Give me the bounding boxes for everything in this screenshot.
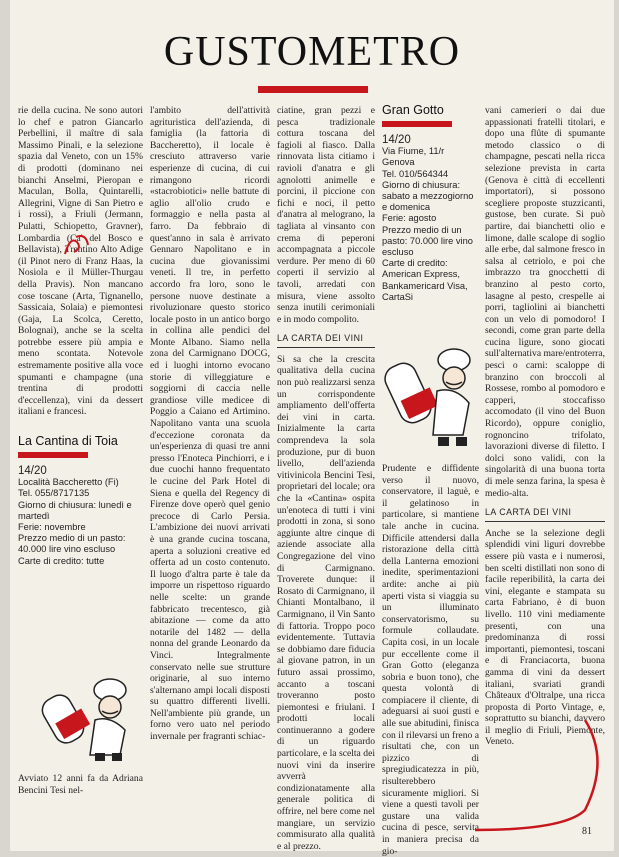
gotto-info-line: Ferie: agosto [382, 213, 437, 224]
gotto-info-line: Genova [382, 157, 415, 168]
wine-list-heading: LA CARTA DEI VINI [485, 507, 605, 522]
cantina-caption-wrap [18, 773, 143, 796]
title-text: GUSTOMETRO [163, 29, 461, 75]
column-2-text: l'ambito dell'attività agrituristica dell'azienda, di famiglia (la fattoria di Baccheretto), il locale è cresciuto attraverso varie esperienze di cucina, di cui rimangono ricordi «stacrobiotici» nelle battute di aglio all'olio crudo e formaggio e nella pasta al farro. Da febbraio di quest'anno in sala è arrivato Gennaro Napolitano e in cucina due giovanissimi veneti. Il tre, in perfetto accordo fra loro, sono le persone nuove destinate a rivoluzionare questo storico locale posto in un antico borgo in collina alle pendici del Monte Albano. Siamo nella zona del Carmignano DOCG, ed i luoghi intorno evocano storie di villeggiature e soggiorni di caccia nelle grandiose ville medicee di Poggio a Caiano ed Artimino. Napolitano vanta una scuola d'eccezione coronata da un'esperienza di quasi tre anni presso l'Enoteca Pinchiorri, e i due cuochi hanno frequentato le cucine del Park Hotel di Siena e quella del Regency di Firenze dove operò quel genio precoce di Carlo Persia. L'ambizione dei nuovi arrivati è una grande cucina toscana, aperta a soluzioni creative ed offerta ad un costo contenuto. Il luogo d'altra parte è tale da imporre un rispettoso riguardo nelle scelte: un grande fabbricato trecentesco, già abitazione — come da atto notarile del 1482 — della nonna del grande Leonardo da Vinci. Integralmente conservato nelle sue strutture originarie, al suo interno s'alternano ampi locali disposti su quattro differenti livelli. Nell'ambiente più grande, un forno vero uato nel periodo invernale per fragranti schiac- [150, 105, 270, 743]
cantina-rating: 14/20 [18, 464, 47, 477]
page-title [10, 28, 614, 76]
cantina-info-line: Giorno di chiusura: lunedì e martedì [18, 499, 132, 521]
cantina-info-line: Carte di credito: tutte [18, 555, 105, 566]
page-number: 81 [582, 826, 592, 837]
gotto-info-line: Via Fiume, 11/r [382, 146, 445, 157]
column-3-bottom-text: Si sa che la crescita qualitativa della cucina non può realizzarsi senza un corrispondente ampliamento dell'offerta dei vini in carta. Inizialmente la carta comprendeva la sola produzione, pur di buon livello, dell'azienda vitivinicola Bencini Tesi, proprietari del locale; ora che la «Cantina» ospita un'enoteca di tutti i vini prodotti in zona, si sono aggiunte altre cinque di aziende associate alla Congregazione del vino di Carmignano. Troverete dunque: il Rosato di Carmignano, il Chianti Montalbano, il Carmignano, il Vin Santo di fattoria. Troppo poco evidentemente. Tuttavia se dobbiamo dare fiducia al giovane patron, in un futuro assai prossimo, accanto a toscani troveranno posto piemontesi e friulani. I prodotti locali continueranno a godere di un riguardo particolare, e la scelta dei nuovi vini da inserire avverrà condizionatamente alla generale politica di offrire, nel bere come nel mangiare, un servizio commisurato alla qualità e al prezzo. [277, 353, 375, 852]
cantina-info-line: Ferie: novembre [18, 522, 86, 533]
gotto-info-line: Giorno di chiusura: sabato a mezzogiorno e domenica [382, 179, 474, 213]
column-2 [150, 105, 270, 743]
column-3 [277, 105, 375, 852]
cantina-caption: Avviato 12 anni fa da Adriana Bencini Tesi nel- [18, 773, 143, 796]
cantina-info-line: Prezzo medio di un pasto: 40.000 lire vino escluso [18, 533, 126, 555]
column-1-text: rie della cucina. Ne sono autori lo chef e patron Giancarlo Perbellini, il maître di sala Massimo Pinali, e la selezione spazia dal Veneto, con un 15% di prodotti (dominano nei bianchi Anselmi, Pieropan e Maculan, Bolla, Quintarelli, Allegrini, Vigne di San Pietro e i rossi), a Friuli (Jermann, Pulatti, Schiopetto, Gravner), Lombardia (Ca' del Bosco e Bellavista), Trentino Alto Adige (il Pinot nero di Franz Haas, la Nosiola e il Müller-Thurgau della Pravis). Non mancano cose toscane (Arta, Tignanello, Sassicaia, Solaia) e piemontesi (Gaja, La Scolca, Ceretto, Bolognai), anche se la scelta potrebbe essere più ampia e meno scontata. Notevole estremamente positive alla voce spumanti e champagne (una trentina di prodotti d'eccellenza), vini da dessert italiani e francesi. [18, 105, 143, 418]
wine-list-heading: LA CARTA DEI VINI [277, 333, 375, 348]
cantina-info [18, 477, 143, 567]
column-3-top-text: ciatine, gran pezzi e pesca tradizionale cottura toscana del fagioli al fiasco. Dalla rinnovata lista citiamo i ravioli d'anatra e gli agnolotti animelle e porcini, il piccione con fichi e noci, il petto d'anatra al melograno, la tagliata al vinsanto con crema di peperoni accompagnata a piccole verdure. Per meno di 60 coperti il servizio al tavoli, arredati con misura, viene assolto senza inutili cerimoniali e in modo compolito. [277, 105, 375, 325]
gotto-info [382, 146, 479, 303]
title-underline [258, 86, 368, 93]
chef-illustration-icon [382, 345, 482, 455]
column-5-top-text: vani camerieri o dai due appassionati fratelli titolari, e dopo una flûte di spumante metodo classico o di champagne, pescati nella ricca selezione prevista in carta (Genova è città di eccellenti importatori), si possono scegliere proposte stuzzicanti, gustose, ben curate. Si può partire, dai bianchetti olio e limone, dalle scalope di soglio alle erbe, dal salmone fresco in salsa al cetriolo, e poi che imbrazzo tra gnocchetti di branzino al pesto corto, lasagne al pesto, crespelle ai porri, tagliolini ai bianchetti con un velo di pomodoro! I secondi, come gran parte della cucina ligure, sono giocati sull'alternativa mare/entroterra, pesci o carni: scaloppe di branzino con broccoli al Rossese, rombo al pomodoro e capperi, stoccafisso accomodato (il vino del Buon Ricordo), oppure coniglio, rognoncino trifolato, lavorazioni diverse di filetto. I dolci sono validi, con la singolarità di una buona torta di mele senza farina, la spesa è medio-alta. [485, 105, 605, 499]
gotto-info-line: Prezzo medio di un pasto: 70.000 lire vino escluso [382, 224, 473, 258]
cantina-title: La Cantina di Toia [18, 434, 118, 449]
gotto-red-bar [382, 121, 452, 127]
column-1 [18, 105, 143, 567]
gotto-info-line: Tel. 010/564344 [382, 168, 449, 179]
column-4 [382, 105, 479, 303]
chef-illustration-icon [40, 675, 140, 765]
column-5 [485, 105, 605, 748]
magazine-page [10, 0, 614, 857]
column-4-text: Prudente e diffidente verso il nuovo, conservatore, il laguè, e il gelatinoso in particolare, si mantiene tale anche in cucina. Difficile attendersi dalla ristorazione della città della Lanterna emozioni inedite, sperimentazioni ardite: anche ai più aperti vista si viaggia su un illuminato conservatorismo, su formule collaudate. Capita così, in un locale pur eccellente come il Gran Gotto (eleganza sobria e buon tono), che questa volontà di compiacere il cliente, di adeguarsi ai suoi gusti e alle sue abitudini, finisca con il rilevarsi un freno a risultati che, con un pizzico di spregiudicatezza in più, risulterebbero sicuramente migliori. Si viene a questi tavoli per gustare una valida cucina di pesce, servita in maniera precisa da gio- [382, 463, 479, 857]
red-pen-mark [62, 232, 92, 258]
column-5-bottom-text: Anche se la selezione degli splendidi vini liguri dovrebbe essere più vasta e i numerosi, ben scelti distillati non sono di facile reperibilità, la carta dei vini, elegante e stampata su carta Fabriano, è di buon livello. 110 vini mediamente presenti, con una predominanza di rossi importanti, piemontesi, toscani e di Franciacorta, buona gamma di vini da dessert italiani, svariati grandi Châteaux d'Oltralpe, una ricca proposta di Porto Vintage, e, soprattutto su bianchi, davvero il meglio di Friuli, Piemonte, Veneto. [485, 527, 605, 748]
gotto-title: Gran Gotto [382, 103, 444, 117]
gotto-rating: 14/20 [382, 133, 411, 146]
cantina-info-line: Località Baccheretto (Fi) [18, 477, 119, 488]
cantina-red-bar [18, 452, 88, 458]
cantina-info-line: Tel. 055/8717135 [18, 488, 90, 499]
gotto-info-line: Carte di credito: American Express, Bankamericard Visa, CartaSi [382, 258, 468, 302]
red-pen-scribble [465, 715, 610, 840]
